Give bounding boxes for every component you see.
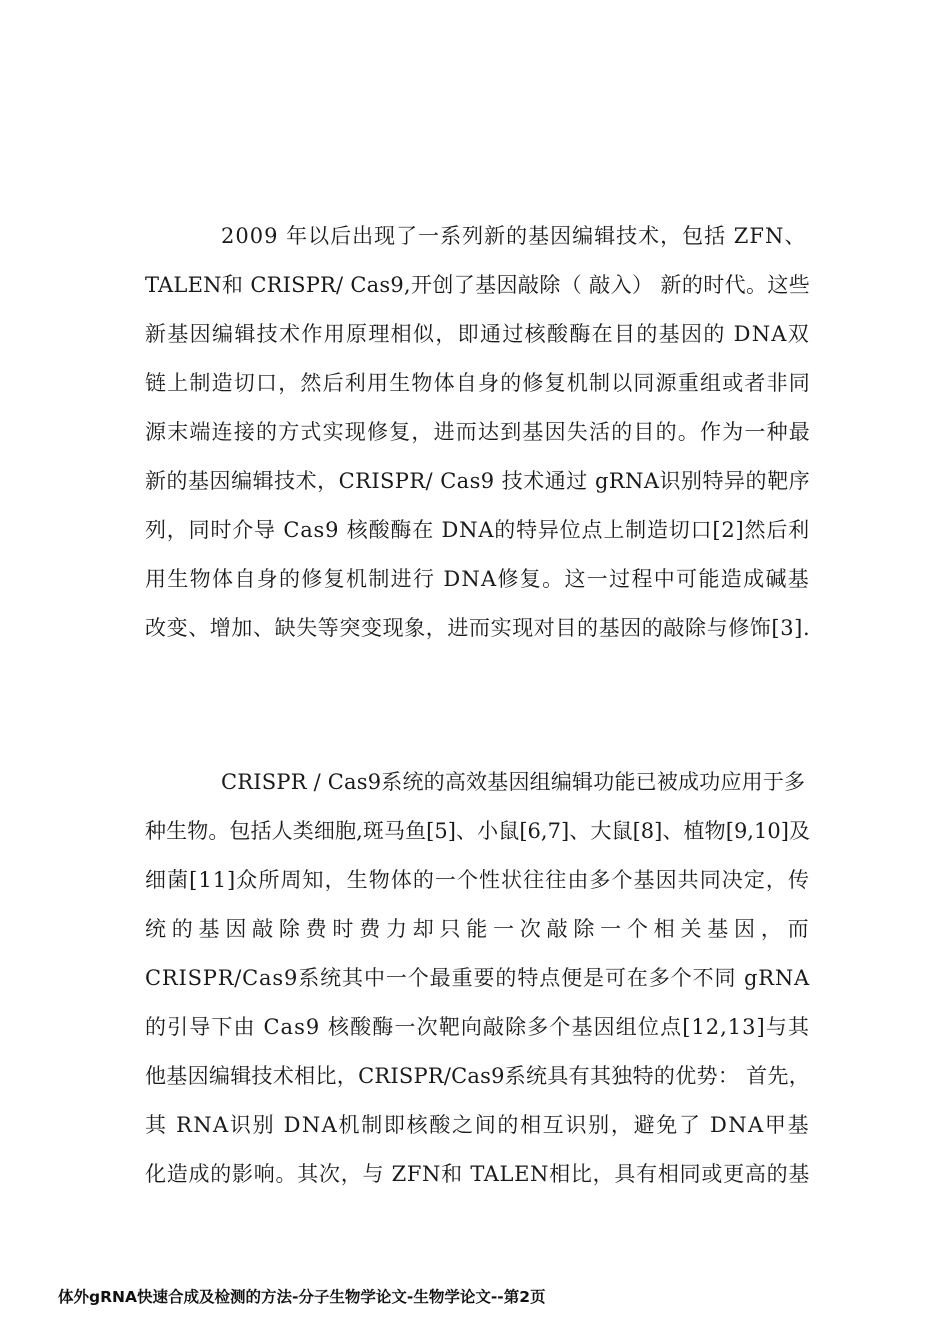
text-line: 链上制造切口，然后利用生物体自身的修复机制以同源重组或者非同	[145, 371, 811, 395]
text-line: 种生物。包括人类细胞,斑马鱼[5]、小鼠[6,7]、大鼠[8]、植物[9,10]及	[145, 819, 810, 843]
text-line: 新的基因编辑技术，CRISPR/ Cas9 技术通过 gRNA识别特异的靶序	[145, 469, 810, 493]
text-line: 他基因编辑技术相比，CRISPR/Cas9系统具有其独特的优势： 首先，	[145, 1064, 810, 1088]
text-line: 细菌[11]众所周知，生物体的一个性状往往由多个基因共同决定，传	[145, 868, 810, 892]
page-footer: 体外gRNA快速合成及检测的方法-分子生物学论文-生物学论文--第2页	[58, 1288, 546, 1306]
text-line: 其 RNA识别 DNA机制即核酸之间的相互识别，避免了 DNA甲基	[145, 1113, 810, 1137]
text-line: 用生物体自身的修复机制进行 DNA修复。这一过程中可能造成碱基	[145, 567, 810, 591]
text-line: CRISPR / Cas9系统的高效基因组编辑功能已被成功应用于多	[221, 770, 806, 794]
paragraph-1	[145, 212, 810, 653]
text-line: 源末端连接的方式实现修复，进而达到基因失活的目的。作为一种最	[145, 420, 811, 444]
text-line: TALEN和 CRISPR/ Cas9,开创了基因敲除（ 敲入） 新的时代。这些	[145, 273, 810, 297]
text-line: CRISPR/Cas9系统其中一个最重要的特点便是可在多个不同 gRNA	[145, 966, 810, 990]
paragraph-2	[145, 758, 810, 1199]
text-line: 化造成的影响。其次，与 ZFN和 TALEN相比，具有相同或更高的基	[145, 1162, 810, 1186]
text-line: 新基因编辑技术作用原理相似，即通过核酸酶在目的基因的 DNA双	[145, 322, 810, 346]
text-line: 改变、增加、缺失等突变现象，进而实现对目的基因的敲除与修饰[3].	[145, 616, 811, 640]
text-line: 统的基因敲除费时费力却只能一次敲除一个相关基因，而	[145, 917, 810, 941]
text-line: 列，同时介导 Cas9 核酸酶在 DNA的特异位点上制造切口[2]然后利	[145, 518, 810, 542]
text-line: 的引导下由 Cas9 核酸酶一次靶向敲除多个基因组位点[12,13]与其	[145, 1015, 810, 1039]
text-line: 2009 年以后出现了一系列新的基因编辑技术，包括 ZFN、	[221, 224, 807, 248]
